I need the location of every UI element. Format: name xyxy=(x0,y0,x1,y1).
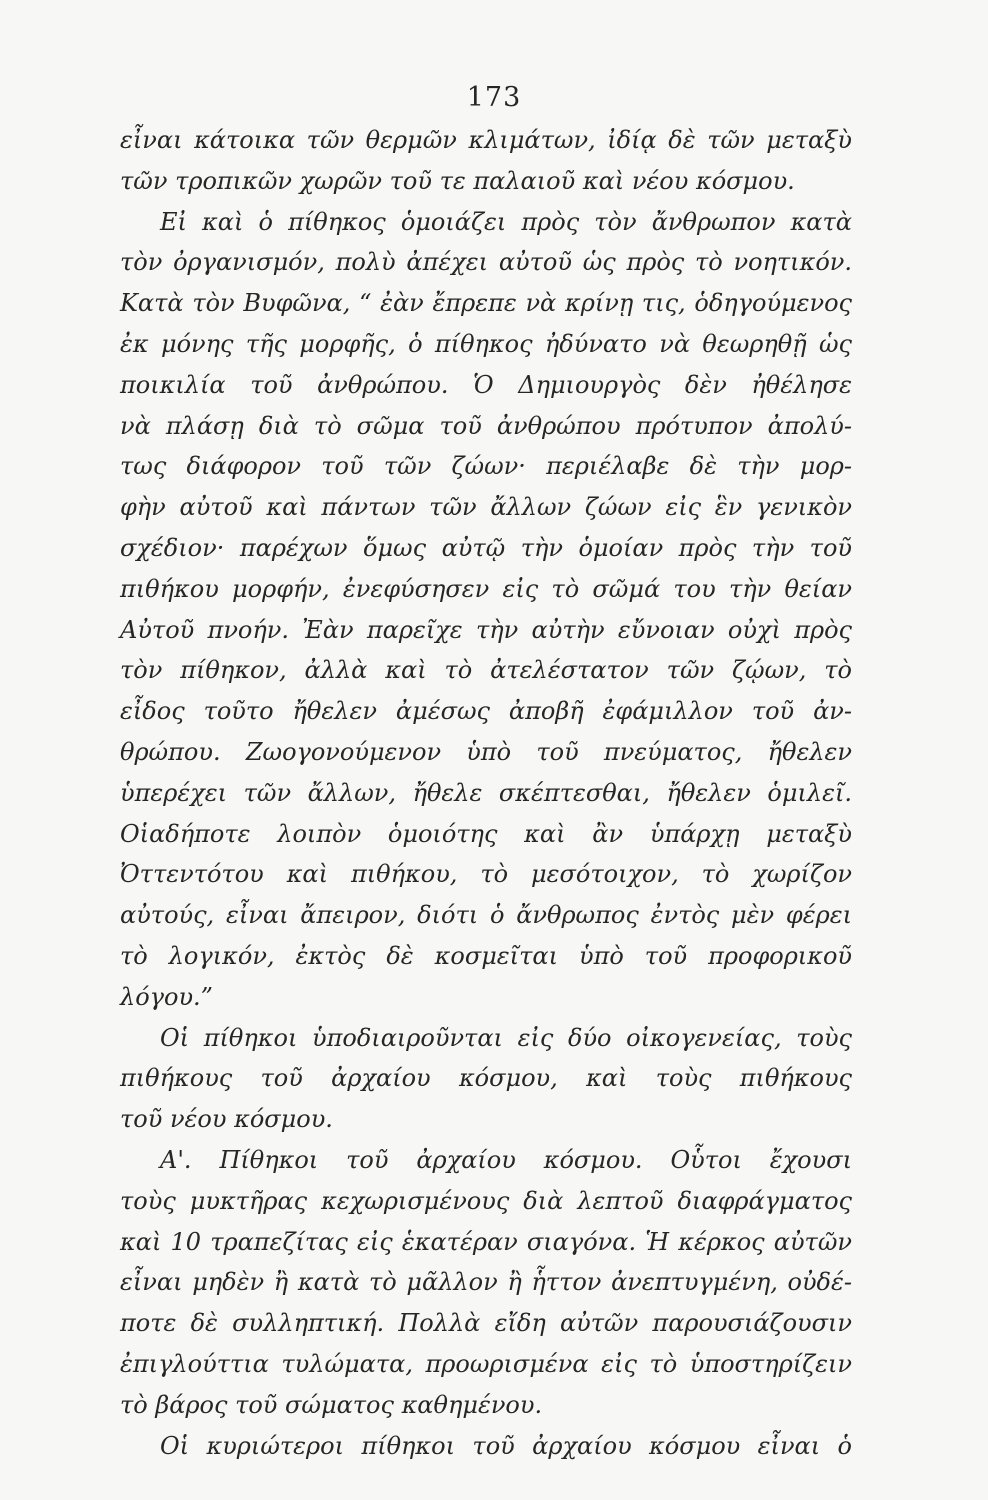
text-line: Κατὰ τὸν Βυφῶνα, “ ἐὰν ἔπρεπε νὰ κρίνῃ τις, ὁδηγούμενος xyxy=(120,289,852,318)
text-line: λόγου.” xyxy=(120,982,213,1011)
text-line: ἐκ μόνης τῆς μορφῆς, ὁ πίθηκος ἠδύνατο νὰ θεωρηθῇ ὡς xyxy=(120,329,852,358)
body-text xyxy=(120,120,852,1466)
page-number: 173 xyxy=(466,82,522,113)
text-line: Α'. Πίθηκοι τοῦ ἀρχαίου κόσμου. Οὗτοι ἔχουσι xyxy=(160,1145,852,1174)
text-line: σχέδιον· παρέχων ὅμως αὐτῷ τὴν ὁμοίαν πρὸς τὴν τοῦ xyxy=(120,533,852,562)
text-line: πιθήκους τοῦ ἀρχαίου κόσμου, καὶ τοὺς πιθήκους xyxy=(120,1064,852,1093)
text-line: τῶν τροπικῶν χωρῶν τοῦ τε παλαιοῦ καὶ νέου κόσμου. xyxy=(120,166,795,195)
text-line: Εἰ καὶ ὁ πίθηκος ὁμοιάζει πρὸς τὸν ἄνθρωπον κατὰ xyxy=(160,207,852,236)
text-line: τὸν ὀργανισμόν, πολὺ ἀπέχει αὐτοῦ ὡς πρὸς τὸ νοητικόν. xyxy=(120,248,852,277)
text-line: φὴν αὐτοῦ καὶ πάντων τῶν ἄλλων ζώων εἰς ἓν γενικὸν xyxy=(120,493,852,522)
text-line: Ὀττεντότου καὶ πιθήκου, τὸ μεσότοιχον, τὸ χωρίζον xyxy=(120,860,852,889)
text-line: Οἱαδήποτε λοιπὸν ὁμοιότης καὶ ἂν ὑπάρχῃ μεταξὺ xyxy=(120,819,852,848)
text-line: εἶναι κάτοικα τῶν θερμῶν κλιμάτων, ἰδίᾳ δὲ τῶν μεταξὺ xyxy=(120,126,852,154)
text-line: αὐτούς, εἶναι ἄπειρον, διότι ὁ ἄνθρωπος ἐντὸς μὲν φέρει xyxy=(120,901,852,930)
text-line: τὸ λογικόν, ἐκτὸς δὲ κοσμεῖται ὑπὸ τοῦ προφορικοῦ xyxy=(120,941,852,970)
text-line: Οἱ πίθηκοι ὑποδιαιροῦνται εἰς δύο οἰκογενείας, τοὺς xyxy=(160,1023,852,1052)
text-line: Οἱ κυριώτεροι πίθηκοι τοῦ ἀρχαίου κόσμου εἶναι ὁ xyxy=(160,1431,852,1460)
text-line: τως διάφορον τοῦ τῶν ζώων· περιέλαβε δὲ τὴν μορ- xyxy=(120,452,852,481)
text-line: ποικιλία τοῦ ἀνθρώπου. Ὁ Δημιουργὸς δὲν ἠθέλησε xyxy=(120,370,852,399)
text-line: τὸ βάρος τοῦ σώματος καθημένου. xyxy=(120,1390,543,1419)
text-line: τοὺς μυκτῆρας κεχωρισμένους διὰ λεπτοῦ διαφράγματος xyxy=(120,1186,852,1215)
text-line: ὑπερέχει τῶν ἄλλων, ἤθελε σκέπτεσθαι, ἤθελεν ὁμιλεῖ. xyxy=(120,778,852,807)
text-line: τὸν πίθηκον, ἀλλὰ καὶ τὸ ἀτελέστατον τῶν ζῴων, τὸ xyxy=(120,656,852,685)
text-line: θρώπου. Ζωογονούμενον ὑπὸ τοῦ πνεύματος, ἤθελεν xyxy=(120,737,852,766)
text-line: εἶναι μηδὲν ἢ κατὰ τὸ μᾶλλον ἢ ἧττον ἀνεπτυγμένη, οὐδέ- xyxy=(120,1268,852,1297)
text-line: ἐπιγλούττια τυλώματα, προωρισμένα εἰς τὸ ὑποστηρίζειν xyxy=(120,1349,852,1378)
text-line: πιθήκου μορφήν, ἐνεφύσησεν εἰς τὸ σῶμά του τὴν θείαν xyxy=(120,574,852,603)
text-line: νὰ πλάσῃ διὰ τὸ σῶμα τοῦ ἀνθρώπου πρότυπον ἀπολύ- xyxy=(120,411,852,440)
paragraph xyxy=(120,120,852,202)
text-line: καὶ 10 τραπεζίτας εἰς ἑκατέραν σιαγόνα. Ἡ κέρκος αὐτῶν xyxy=(120,1227,852,1256)
paragraph xyxy=(120,202,852,1018)
paragraph xyxy=(120,1140,852,1426)
text-line: εἶδος τοῦτο ἤθελεν ἀμέσως ἀποβῆ ἐφάμιλλον τοῦ ἀν- xyxy=(120,697,852,726)
text-line: Αὐτοῦ πνοήν. Ἐὰν παρεῖχε τὴν αὐτὴν εὔνοιαν οὐχὶ πρὸς xyxy=(120,615,852,644)
paragraph xyxy=(120,1426,852,1467)
paragraph xyxy=(120,1018,852,1140)
text-line: ποτε δὲ συλληπτική. Πολλὰ εἴδη αὐτῶν παρουσιάζουσιν xyxy=(120,1309,852,1338)
text-line: τοῦ νέου κόσμου. xyxy=(120,1105,333,1134)
